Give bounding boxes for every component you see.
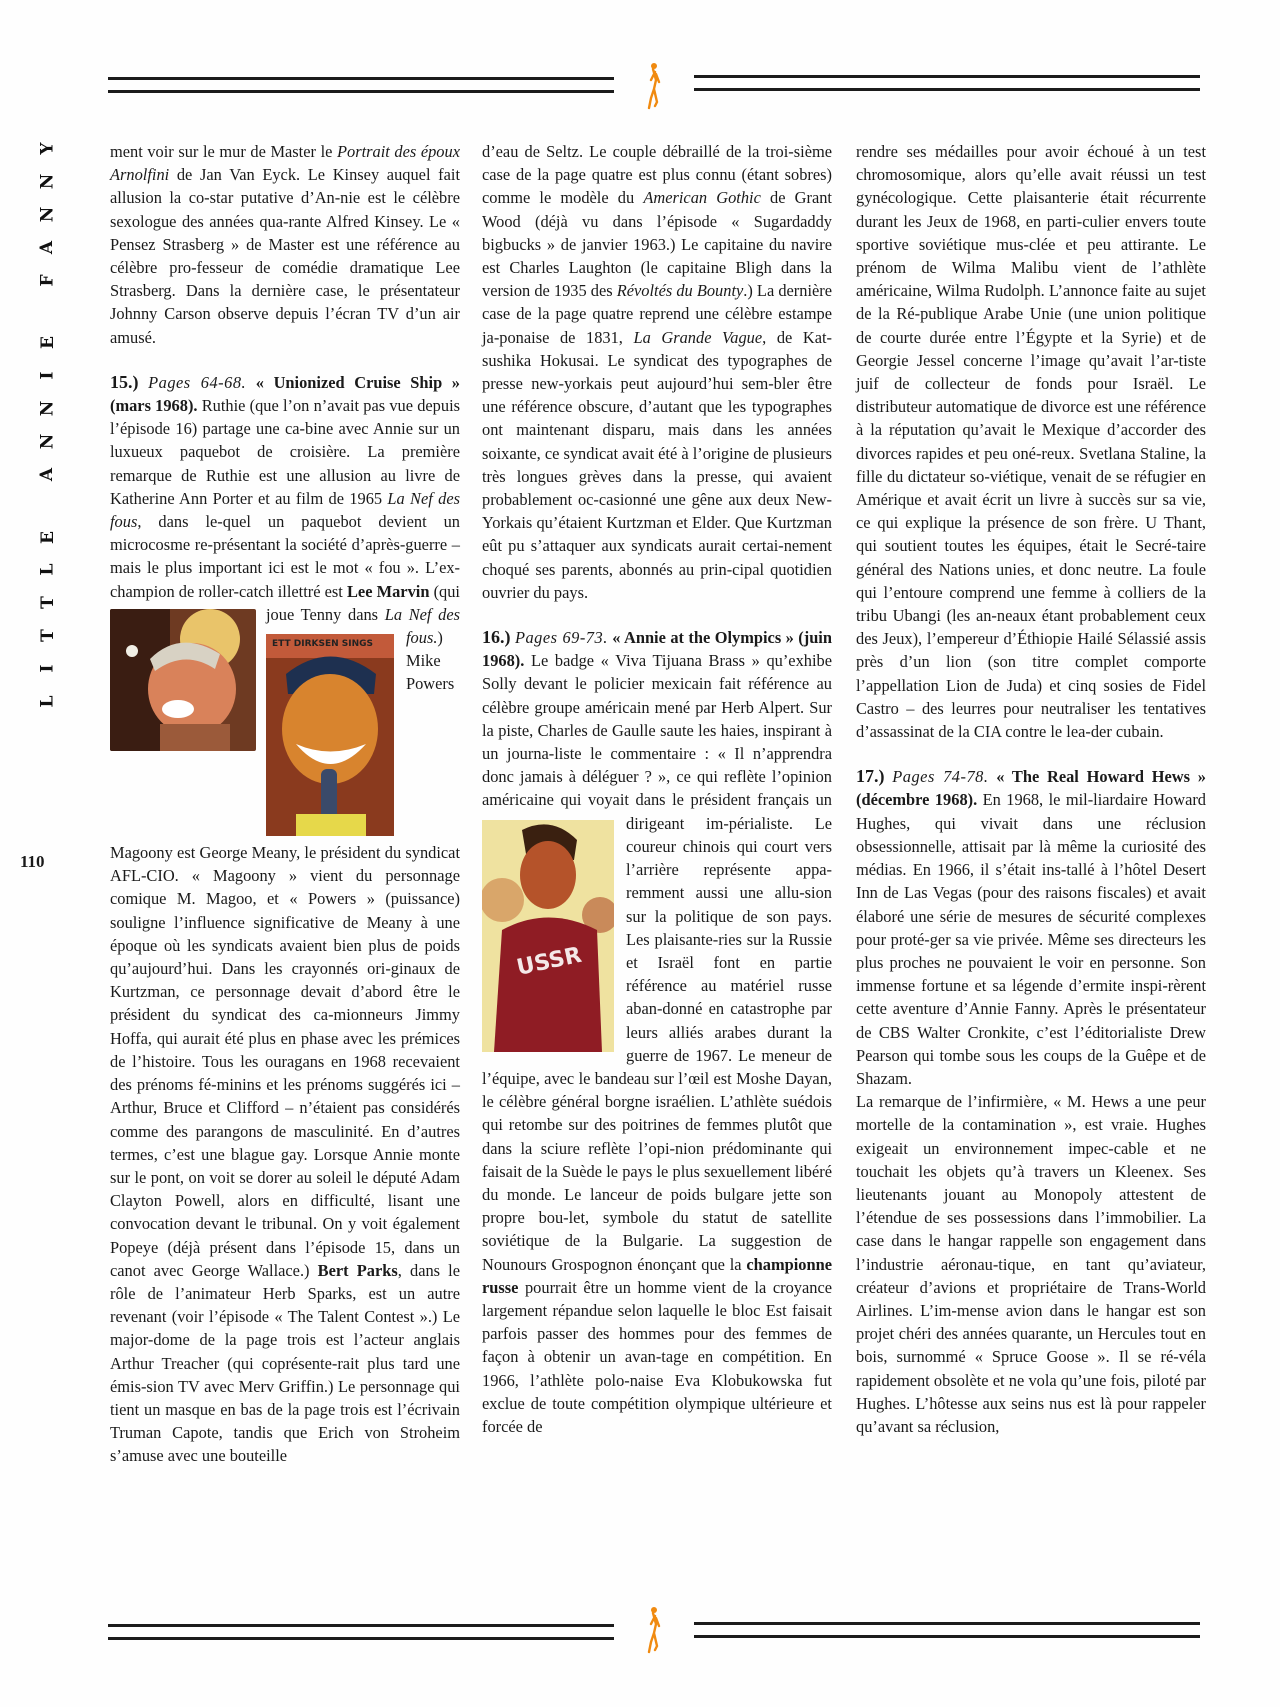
- section-number: 16.): [482, 627, 511, 648]
- title-letter: L: [37, 563, 58, 576]
- title-letter: E: [37, 336, 58, 350]
- footer-rule-left-bottom: [108, 1637, 614, 1640]
- title-letter: E: [37, 530, 58, 544]
- title-letter: L: [37, 695, 58, 708]
- title-letter: F: [37, 273, 58, 287]
- section-17: 17.) Pages 74-78. « The Real Howard Hews » (décembre 1968). En 1968, le mil-liardaire Howard Hughes, qui vivait dans une réclusion obsessionnelle, attisait par là même la curiosité des médias. En 1966, il s’était ins-tallé à l’hôtel Desert Inn de Las Vegas (pour des raisons fiscales) et avait élaboré une série de mesures de sécurité complexes pour proté-ger sa vie privée. Même ses directeurs les plus proches ne pouvaient le voir en personne. Son immense fortune et sa légende d’ermite inspi-rèrent cette aventure d’Annie Fanny. Après le présentateur de CBS Walter Cronkite, c’est l’éditorialiste Drew Pearson qui tombe sous les coups de la Guêpe et de Shazam.: [856, 766, 1206, 1088]
- text-column-2: [482, 140, 832, 1438]
- paragraph: La remarque de l’infirmière, « M. Hews a une peur mortelle de la contamination », est vraie. Hughes exigeait un environnement impec-cable et ne touchait les objets qu’à travers un Kleenex. Ses lieutenants jouant au Monopoly attestent de l’étendue de ses possessions dans l’immobilier. La case dans le hangar rappelle son engagement dans l’industrie aéronau-tique, en tant qu’aviateur, créateur d’avions et propriétaire de Trans-World Airlines. L’im-mense avion dans le hangar est son projet chéri des années quarante, un Hercules tout en bois, surnommé « Spruce Goose ». Il se ré-véla rapidement obsolète et ne vola qu’une fois, piloté par Hughes. L’hôtesse aux seins nus est là pour rappeler qu’avant sa réclusion,: [856, 1092, 1206, 1436]
- caricature-ussr-athlete-image: [482, 820, 614, 1052]
- title-letter: Y: [37, 142, 58, 155]
- vertical-book-title: [36, 140, 60, 710]
- footer-rule-right-bottom: [694, 1635, 1200, 1638]
- section-number: 17.): [856, 766, 885, 787]
- section-pages: Pages 69-73.: [514, 628, 608, 648]
- header-rule-left-top: [108, 77, 614, 80]
- section-number: 15.): [110, 371, 139, 392]
- title-letter: A: [37, 467, 58, 481]
- footer-rule-right-top: [694, 1622, 1200, 1625]
- title-letter: T: [37, 629, 58, 642]
- caricature-bert-parks-image: [266, 634, 394, 836]
- header-rule-left-bottom: [108, 90, 614, 93]
- paragraph: d’eau de Seltz. Le couple débraillé de la troi-sième case de la page quatre est plus connu (étant sobres) comme le modèle du American Gothic de Grant Wood (déjà vu dans l’épisode « Sugardaddy bigbucks » de janvier 1963.) Le capitaine du navire est Charles Laughton (le capitaine Bligh dans la version de 1935 des Révoltés du Bounty.) La dernière case de la page quatre reprend une célèbre estampe ja-ponaise de 1831, La Grande Vague, de Kat-sushika Hokusai. Le syndicat des typographes de presse new-yorkais peut aujourd’hui sem-bler être une référence obscure, d’autant que les typographes ont maintenant disparu, mais dans les années soixante, ce syndicat avait été à l’origine de plusieurs très longues grèves dans la presse, qui avaient probablement oc-casionné une gêne aux deux New-Yorkais qu’étaient Kurtzman et Elder. Que Kurtzman eût pu s’attaquer aux syndicats aurait certai-nement choqué ses parents, abonnés au prin-cipal quotidien ouvrier du pays.: [482, 142, 833, 602]
- title-letter: T: [37, 596, 58, 610]
- section-15: 15.) Pages 64-68. « Unionized Cruise Ship » (mars 1968). Ruthie (que l’on n’avait pas vue depuis l’épisode 16) partage une ca-bine avec Annie sur un luxueux paquebot de croisière. La première remarque de Ruthie est une allusion au livre de Katherine Ann Porter et au film de 1965 La Nef des fous, dans le-quel un paquebot devient un microcosme re-présentant la société d’après-guerre – mais le plus important ici est le mot « fou ». L’ex-champion de roller-catch illettré est Lee Marvin (qui joue Tenny dans La Nef des fous. ) Mike Powers Magoony est George Meany, le président du syndicat AFL-CIO. « Magoony » vient du personnage comique M. Magoo, et « Powers » (puissance) souligne l’influence significative de Meany à une époque où les syndicats avaient bien plus de poids qu’aujourd’hui. Dans les crayonnés ori-ginaux de Kurtzman, ce personnage devait d’abord être le président du syndicat des ca-mionneurs Jimmy Hoffa, qui aurait été plus en phase avec les prémices de l’histoire. Tous les ouragans en 1968 recevaient des prénoms fé-minins et les prénoms suggérés ici – Arthur, Bruce et Clifford – n’étaient pas considérés comme des parangons de masculinité. En d’autres termes, c’est une blague gay. Lorsque Annie monte sur le pont, on voit se dorer au soleil le député Adam Clayton Powell, alors en difficulté, lisant une convocation devant le tribunal. On y voit également Popeye (déjà présent dans l’épisode 15, dans un canot avec George Wallace.) Bert Parks, dans le rôle de l’animateur Herb Sparks, est un autre revenant (voir l’épisode « The Talent Contest ».) Le major-dome de la page trois est l’acteur anglais Arthur Treacher (qui coprésente-rait plus tard une émis-sion TV avec Merv Griffin.) Le personnage qui tient un masque en bas de la page trois est l’écrivain Truman Capote, tandis que Erich von Stroheim s’amuse avec une bouteille: [110, 371, 461, 1466]
- paragraph: ment voir sur le mur de Master le Portrait des époux Arnolfini de Jan Van Eyck. Le Kinsey auquel fait allusion la co-star putative d’An-nie est le célèbre sexologue des années qua-rante Alfred Kinsey. Le « Pensez Strasberg » de Master est une référence au célèbre pro-fesseur de comédie dramatique Lee Strasberg. Dans la dernière case, le présentateur Johnny Carson observe depuis l’écran TV d’un air amusé.: [110, 142, 460, 347]
- caricature-lee-marvin-image: [110, 609, 256, 751]
- header-rule-right-top: [694, 75, 1200, 78]
- text-column-3: [856, 140, 1206, 1438]
- runner-figure-icon: [644, 62, 662, 110]
- title-letter: A: [37, 240, 58, 254]
- runner-figure-icon: [644, 1606, 662, 1654]
- title-letter: I: [37, 371, 58, 380]
- title-letter: N: [37, 173, 58, 190]
- svg-text:ETT DIRKSEN SINGS: ETT DIRKSEN SINGS: [272, 639, 374, 650]
- title-letter: N: [37, 433, 58, 450]
- title-letter: N: [37, 206, 58, 223]
- footer-rule-left-top: [108, 1624, 614, 1627]
- section-title: « The Real Howard Hews » (décembre 1968).: [856, 767, 1206, 810]
- title-letter: N: [37, 400, 58, 417]
- header-rule-right-bottom: [694, 88, 1200, 91]
- paragraph: rendre ses médailles pour avoir échoué à un test chromosomique, alors qu’elle avait réussi un test gynécologique. Cette plaisanterie était récurrente durant les Jeux de 1968, en parti-culier envers toute sportive soviétique mus-clée et peu attirante. Le prénom de Wilma Malibu vient de l’athlète américaine, Wilma Rudolph. L’annonce faite au sujet de la Ré-publique Arabe Unie (une union politique de courte durée entre l’Égypte et la Syrie) et de Georgie Jessel concerne l’image qu’avait l’ar-tiste juif de collecteur de fonds pour Israël. Le distributeur automatique de divorce est une référence à la réputation qu’avait le Mexique d’accorder des divorces rapides et peu oné-reux. Svetlana Staline, la fille du dictateur so-viétique, venait de se réfugier en Amérique et avait écrit un livre à succès sur sa vie, ce qui explique la présence de son frère. U Thant, qui soutient toutes les équipes, était le Secré-taire général des Nations unies, et donc neutre. La foule qui l’entoure comprend une femme à colliers de la tribu Ubangi (les an-neaux étant probablement ceux des Jeux), l’empereur d’Éthiopie Hailé Sélassié assis près d’un lion (son titre complet comporte l’appellation Lion de Juda) et cinq sosies de Fidel Castro – des leurres pour neutraliser les tentatives d’assassinat de la CIA contre le lea-der cubain.: [856, 142, 1206, 742]
- section-pages: Pages 74-78.: [892, 767, 989, 787]
- section-title: « Annie at the Olympics » (juin 1968).: [482, 628, 832, 671]
- section-pages: Pages 64-68.: [148, 372, 247, 392]
- section-16: 16.) Pages 69-73. « Annie at the Olympics » (juin 1968). Le badge « Viva Tijuana Brass » qu’exhibe Solly devant le policier mexicain fait référence au célèbre groupe américain mené par Herb Alpert. Sur la piste, Charles de Gaulle saute les haies, inspirant à un journa-liste le commentaire : « Il n’apprendra donc jamais à déléguer ? », ce qui reflète l’opinion américaine qui voyait dans le président français un dirigeant im-périaliste. Le coureur chinois qui court vers l’arrière représente appa-remment aussi une allu-sion sur la politique de son pays. Les plaisante-ries sur la Russie et Israël font en partie référence au matériel russe aban-donné en catastrophe par leurs alliés arabes durant la guerre de 1967. Le meneur de l’équipe, avec le bandeau sur l’œil est Moshe Dayan, le célèbre général borgne israélien. L’athlète suédois qui retombe sur des poitrines de femmes plutôt que dans la sciure reflète l’opi-nion prédominante qui faisait de la Suède le pays le plus sexuellement libéré du monde. Le lanceur de poids bulgare jette son propre bou-let, symbole du statut de satellite soviétique de la Bulgarie. La suggestion de Nounours Grospognon énonçant que la championne russe pourrait être un homme vient de la croyance largement répandue selon laquelle le bloc Est faisait parfois passer des hommes pour des femmes de façon à obtenir un avan-tage en compétition. En 1966, l’athlète polo-naise Eva Klobukowska fut exclue de toute compétition olympique ultérieure et forcée de: [482, 627, 833, 1436]
- section-title: « Unionized Cruise Ship » (mars 1968).: [110, 372, 460, 416]
- svg-text:USSR: USSR: [514, 942, 584, 981]
- page-number: 110: [20, 852, 45, 871]
- title-letter: I: [37, 664, 58, 673]
